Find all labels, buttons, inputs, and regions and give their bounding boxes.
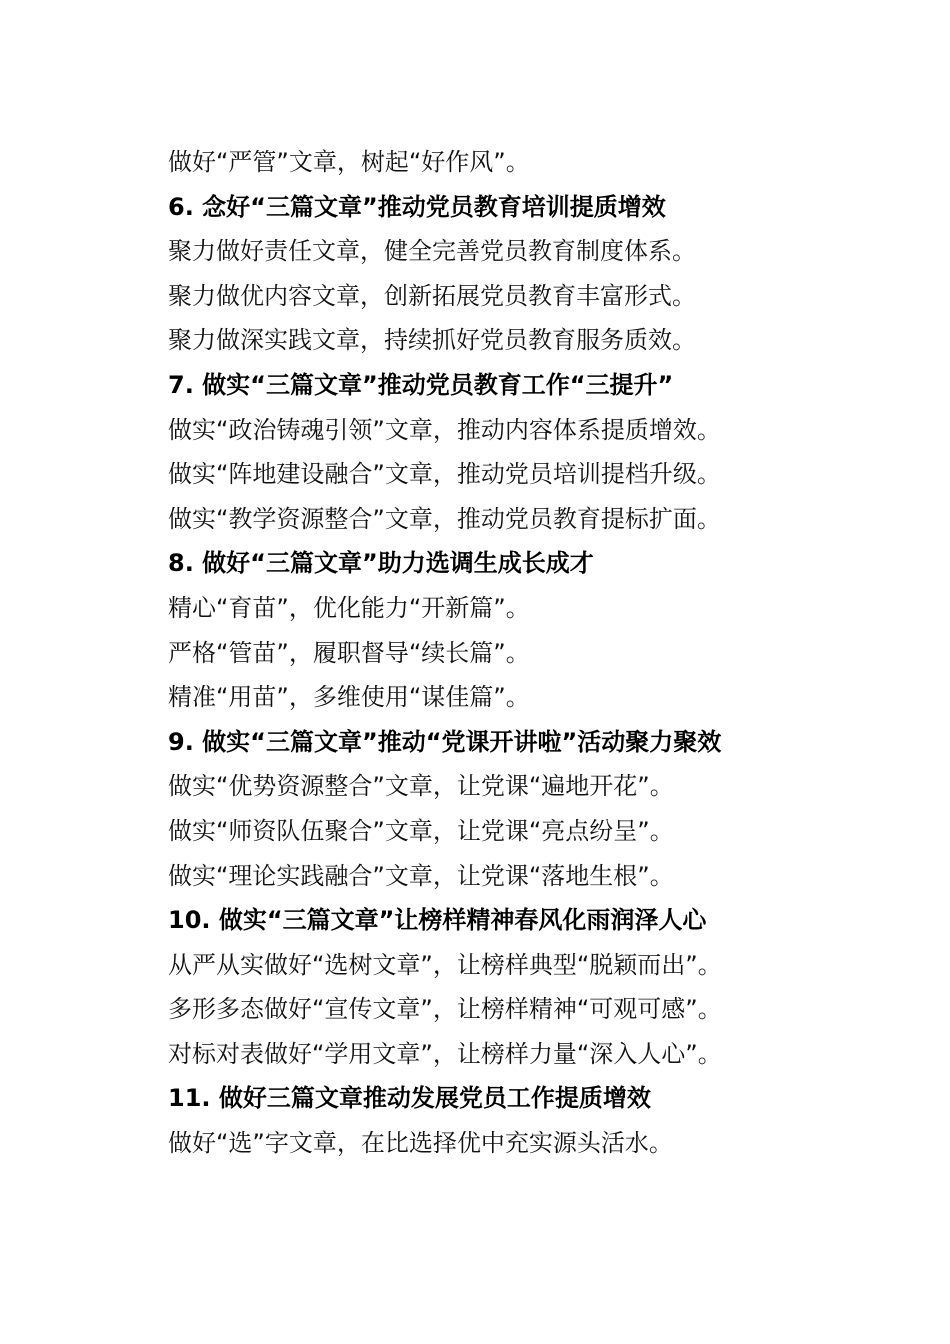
body-paragraph: 精准“用苗”，多维使用“谋佳篇”。 [168,683,530,712]
body-paragraph: 聚力做优内容文章，创新拓展党员教育丰富形式。 [168,281,696,310]
body-paragraph: 对标对表做好“学用文章”，让榜样力量“深入人心”。 [168,1039,722,1068]
section-heading: 6. 念好“三篇文章”推动党员教育培训提质增效 [168,192,666,221]
document-body [168,140,888,1166]
body-paragraph: 聚力做深实践文章，持续抓好党员教育服务质效。 [168,326,696,355]
body-paragraph: 聚力做好责任文章，健全完善党员教育制度体系。 [168,237,696,266]
body-paragraph: 做实“师资队伍聚合”文章，让党课“亮点纷呈”。 [168,816,674,845]
body-paragraph: 做实“优势资源整合”文章，让党课“遍地开花”。 [168,772,674,801]
body-paragraph: 做实“理论实践融合”文章，让党课“落地生根”。 [168,861,674,890]
section-heading: 11. 做好三篇文章推动发展党员工作提质增效 [168,1084,651,1113]
body-paragraph: 严格“管苗”，履职督导“续长篇”。 [168,638,530,667]
body-paragraph: 做实“阵地建设融合”文章，推动党员培训提档升级。 [168,460,721,489]
body-paragraph: 从严从实做好“选树文章”，让榜样典型“脱颖而出”。 [168,950,722,979]
section-heading: 8. 做好“三篇文章”助力选调生成长成才 [168,549,594,578]
section-heading: 7. 做实“三篇文章”推动党员教育工作“三提升” [168,370,674,399]
body-paragraph: 做好“选”字文章，在比选择优中充实源头活水。 [168,1129,673,1158]
body-paragraph: 精心“育苗”，优化能力“开新篇”。 [168,593,530,622]
section-heading: 10. 做实“三篇文章”让榜样精神春风化雨润泽人心 [168,906,707,935]
body-paragraph: 做好“严管”文章，树起“好作风”。 [168,148,530,176]
section-heading: 9. 做实“三篇文章”推动“党课开讲啦”活动聚力聚效 [168,727,722,756]
body-paragraph: 做实“政治铸魂引领”文章，推动内容体系提质增效。 [168,415,721,444]
body-paragraph: 做实“教学资源整合”文章，推动党员教育提标扩面。 [168,504,721,533]
body-paragraph: 多形多态做好“宣传文章”，让榜样精神“可观可感”。 [168,995,722,1024]
